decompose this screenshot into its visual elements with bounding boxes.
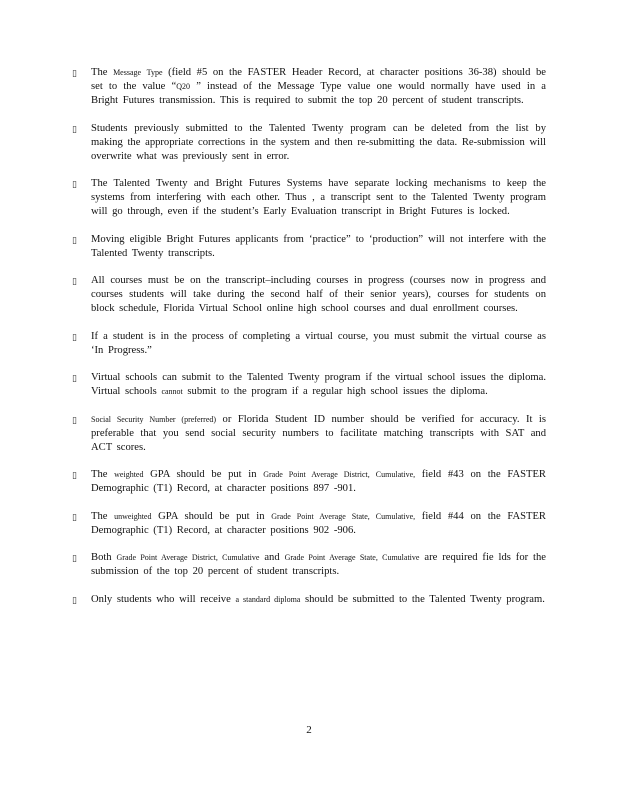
small-caps-field-name: Grade Point Average District, Cumulative, <box>263 470 416 479</box>
bullet-item-both-gpa-required <box>72 551 546 579</box>
text-segment: (field #5 on the FASTER Header Record, at character positions 36-38) should be set to the value “ <box>91 67 546 92</box>
bullet-item-social-security-number <box>72 413 546 455</box>
bullet-box-icon: ▯ <box>72 276 77 286</box>
text-segment: Moving eligible Bright Futures applicants from ‘practice” to ‘production” will not interfere with the Talented Twenty transcripts. <box>91 233 546 259</box>
bullet-text <box>91 510 546 538</box>
bullet-box-icon: ▯ <box>72 511 77 522</box>
small-caps-field-name: Type <box>146 68 163 77</box>
small-caps-field-name: Q20 <box>176 82 191 91</box>
text-segment: should be submitted to the Talented Twenty program. <box>300 593 545 605</box>
small-caps-field-name: Message <box>113 68 142 77</box>
bullet-text <box>91 330 546 358</box>
text-segment: GPA should be put in <box>143 469 264 480</box>
small-caps-field-name: cannot <box>161 387 183 396</box>
bullet-box-icon: ▯ <box>72 331 77 342</box>
bullet-text <box>91 371 546 399</box>
bullet-item-resubmitting <box>72 122 546 164</box>
bullet-text <box>91 551 546 579</box>
bullet-box-icon: ▯ <box>72 123 77 134</box>
bullet-item-practice-to-production <box>72 233 546 261</box>
bullet-item-locking-mechanisms <box>72 177 546 219</box>
bullet-box-icon: ▯ <box>72 594 77 605</box>
text-segment: field #44 on the FASTER Demographic (T1) Record, at character positions 902 -906. <box>91 510 546 536</box>
bullet-text <box>91 274 546 316</box>
text-segment: All courses must be on the transcript–including courses in progress (courses now in progress and courses students will take during the second half of their senior years), courses for students on block schedule, Florida Virtual School online high school courses and dual enrollment courses. <box>91 275 546 314</box>
bullet-box-icon: ▯ <box>72 470 77 480</box>
bullet-box-icon: ▯ <box>72 234 77 245</box>
small-caps-field-name: weighted <box>114 470 144 479</box>
bullet-box-icon: ▯ <box>72 68 77 78</box>
bullet-item-all-courses <box>72 274 546 316</box>
text-segment: The <box>91 67 114 78</box>
bullet-text <box>91 413 546 455</box>
text-segment: Only students who will receive <box>91 593 236 605</box>
text-segment: submit to the program if a regular high school issues the diploma. <box>182 386 488 397</box>
bullet-item-message-type <box>72 66 546 108</box>
bullet-item-virtual-course <box>72 330 546 358</box>
text-segment: and <box>259 552 285 563</box>
text-segment: Virtual schools can submit to the Talented Twenty program if the virtual school issues the diploma. Virtual schools <box>91 372 546 397</box>
small-caps-field-name: Social Security Number (preferred) <box>91 414 217 424</box>
small-caps-field-name: a standard diploma <box>235 594 301 604</box>
bullet-list <box>72 66 546 620</box>
bullet-item-unweighted-gpa <box>72 510 546 538</box>
bullet-text <box>91 122 546 164</box>
text-segment: If a student is in the process of completing a virtual course, you must submit the virtual course as ‘In Progress.” <box>91 330 546 356</box>
bullet-text <box>91 468 546 496</box>
text-segment: or Florida Student ID number should be verified for accuracy. It is preferable that you send social security numbers to facilitate matching transcripts with SAT and ACT scores. <box>91 413 546 453</box>
small-caps-field-name: unweighted <box>114 511 152 521</box>
text-segment: The <box>91 510 115 522</box>
bullet-box-icon: ▯ <box>72 179 77 189</box>
bullet-box-icon: ▯ <box>72 414 77 425</box>
bullet-item-weighted-gpa <box>72 468 546 496</box>
bullet-text <box>91 233 546 261</box>
bullet-text <box>91 593 546 607</box>
page-number: 2 <box>306 724 312 736</box>
bullet-text <box>91 177 546 219</box>
small-caps-field-name: Grade Point Average District, Cumulative <box>116 553 260 562</box>
text-segment: field #43 on the FASTER Demographic (T1) Record, at character positions 897 -901. <box>91 469 546 494</box>
bullet-text <box>91 66 546 108</box>
bullet-item-standard-diploma <box>72 593 546 607</box>
text-segment: The <box>91 469 115 480</box>
text-segment: are required fie lds for the submission of the top 20 percent of student transcripts. <box>91 552 546 577</box>
bullet-box-icon: ▯ <box>72 553 77 563</box>
small-caps-field-name: Grade Point Average State, Cumulative, <box>271 511 416 521</box>
text-segment: Students previously submitted to the Talented Twenty program can be deleted from the list by making the appropriate corrections in the system and then re-submitting the data. Re-submission will overwrite what was previously sent in error. <box>91 122 546 162</box>
bullet-box-icon: ▯ <box>72 373 77 383</box>
text-segment: GPA should be put in <box>151 510 272 522</box>
text-segment: Both <box>91 552 117 563</box>
bullet-item-virtual-schools <box>72 371 546 399</box>
text-segment: The Talented Twenty and Bright Futures Systems have separate locking mechanisms to keep the systems from interfering with each other. Thus , a transcript sent to the Talented Twenty program will go through, even if the student’s Early Evaluation transcript in Bright Futures is locked. <box>91 178 546 217</box>
text-segment: ” instead of the Message Type value one would normally have used in a Bright Futures transmission. This is required to submit the top 20 percent of student transcripts. <box>91 81 546 106</box>
small-caps-field-name: Grade Point Average State, Cumulative <box>284 553 420 562</box>
